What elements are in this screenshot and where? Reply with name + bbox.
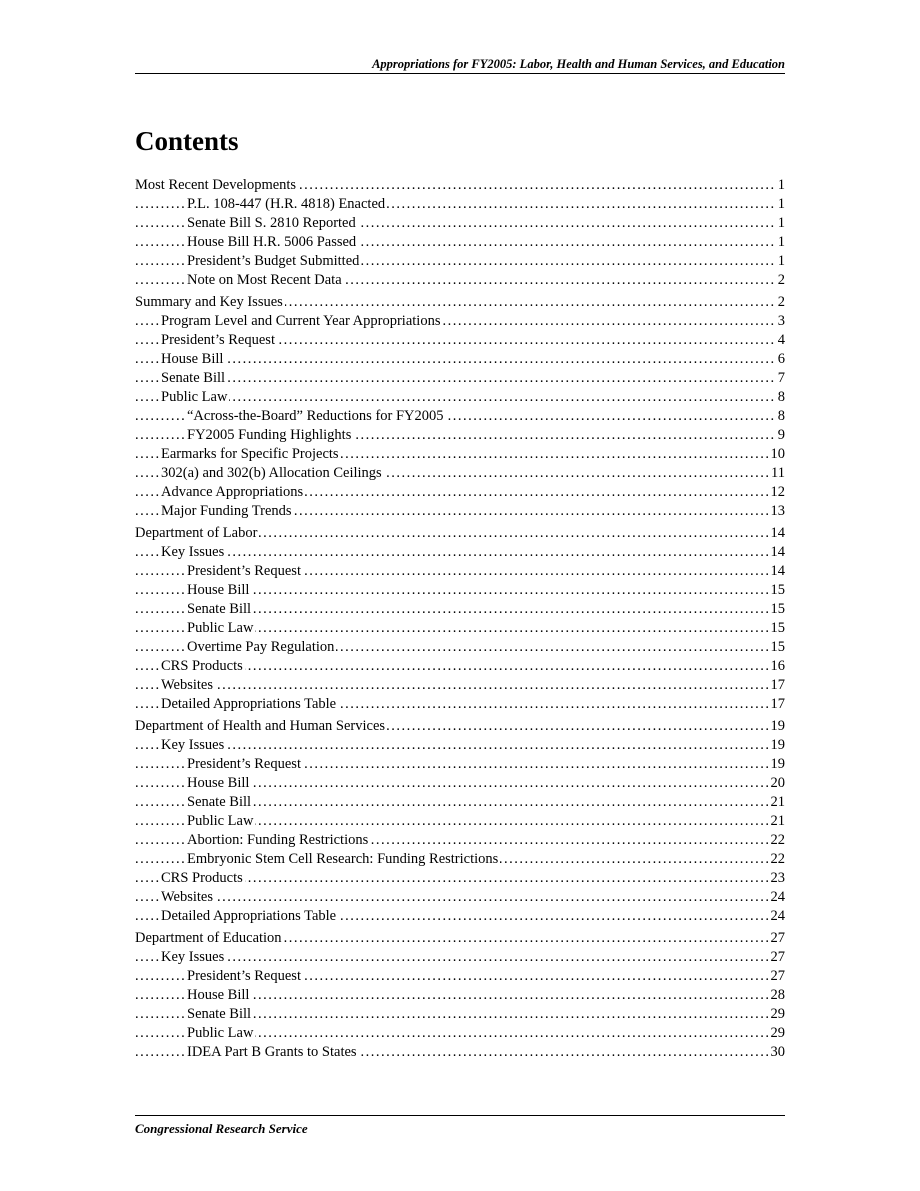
toc-entry (135, 271, 785, 290)
toc-entry-title: Key Issues (161, 949, 225, 965)
toc-entry-page: 16 (770, 658, 785, 674)
toc-entry (135, 793, 785, 812)
toc-entry-title: CRS Products (161, 658, 243, 674)
toc-entry (135, 388, 785, 407)
toc-entry-title: Summary and Key Issues (135, 294, 283, 310)
toc-entry-page: 19 (770, 718, 785, 734)
toc-entry-page: 28 (770, 987, 785, 1003)
toc-entry (135, 562, 785, 581)
dot-leader (135, 948, 785, 967)
toc-entry-title: Advance Appropriations (161, 484, 304, 500)
toc-entry-page: 13 (770, 503, 785, 519)
toc-entry (135, 929, 785, 948)
toc-entry (135, 755, 785, 774)
running-footer: Congressional Research Service (135, 1115, 785, 1138)
toc-entry-title: Program Level and Current Year Appropriations (161, 313, 441, 329)
toc-entry (135, 252, 785, 271)
toc-entry (135, 907, 785, 926)
toc-entry-page: 15 (770, 582, 785, 598)
toc-entry (135, 445, 785, 464)
toc-entry-page: 15 (770, 620, 785, 636)
toc-entry-page: 8 (777, 408, 785, 424)
toc-entry (135, 986, 785, 1005)
toc-entry (135, 831, 785, 850)
toc-entry-page: 6 (777, 351, 785, 367)
toc-entry-title: FY2005 Funding Highlights (187, 427, 352, 443)
toc-entry (135, 426, 785, 445)
toc-entry-title: Senate Bill (187, 1006, 252, 1022)
toc-entry (135, 774, 785, 793)
toc-entry (135, 736, 785, 755)
toc-entry-title: Public Law (187, 1025, 254, 1041)
dot-leader (135, 676, 785, 695)
dot-leader (135, 369, 785, 388)
toc-entry-title: Abortion: Funding Restrictions (187, 832, 369, 848)
toc-entry-title: Key Issues (161, 544, 225, 560)
toc-entry (135, 638, 785, 657)
toc-entry-title: Major Funding Trends (161, 503, 292, 519)
toc-entry-page: 3 (777, 313, 785, 329)
toc-entry-page: 12 (770, 484, 785, 500)
toc-entry (135, 850, 785, 869)
toc-entry-title: Note on Most Recent Data (187, 272, 342, 288)
toc-entry-title: Websites (161, 677, 213, 693)
toc-entry-page: 19 (770, 756, 785, 772)
toc-entry-page: 15 (770, 639, 785, 655)
toc-entry (135, 407, 785, 426)
toc-entry-title: House Bill (187, 582, 250, 598)
toc-entry (135, 695, 785, 714)
toc-entry (135, 464, 785, 483)
dot-leader (135, 388, 785, 407)
toc-entry-title: Detailed Appropriations Table (161, 908, 337, 924)
toc-entry-title: President’s Request (187, 563, 301, 579)
toc-entry-page: 14 (770, 563, 785, 579)
toc-entry-title: President’s Request (187, 968, 301, 984)
toc-entry-title: Department of Health and Human Services (135, 718, 386, 734)
toc-entry (135, 233, 785, 252)
toc-entry-page: 11 (771, 465, 785, 481)
toc-entry-title: President’s Request (187, 756, 301, 772)
toc-entry-page: 24 (770, 908, 785, 924)
toc-entry-title: Department of Education (135, 930, 282, 946)
toc-entry (135, 176, 785, 195)
toc-entry-title: Senate Bill S. 2810 Reported (187, 215, 356, 231)
toc-entry-title: House Bill (187, 775, 250, 791)
toc-entry (135, 948, 785, 967)
toc-entry (135, 812, 785, 831)
toc-entry (135, 524, 785, 543)
toc-entry-title: Overtime Pay Regulation (187, 639, 335, 655)
toc-entry-title: IDEA Part B Grants to States (187, 1044, 357, 1060)
toc-entry (135, 502, 785, 521)
toc-entry-title: Department of Labor (135, 525, 258, 541)
dot-leader (135, 888, 785, 907)
toc-entry-page: 8 (777, 389, 785, 405)
toc-entry-title: Public Law (161, 389, 228, 405)
toc-entry-page: 17 (770, 696, 785, 712)
toc-entry-page: 27 (770, 968, 785, 984)
toc-entry (135, 1043, 785, 1062)
toc-entry-title: Public Law (187, 620, 254, 636)
running-header: Appropriations for FY2005: Labor, Health and Human Services, and Education (135, 56, 785, 74)
toc-entry (135, 581, 785, 600)
toc-entry-title: Earmarks for Specific Projects (161, 446, 339, 462)
toc-entry (135, 676, 785, 695)
toc-entry (135, 293, 785, 312)
toc-entry-page: 22 (770, 832, 785, 848)
toc-entry-page: 29 (770, 1006, 785, 1022)
toc-entry (135, 1005, 785, 1024)
toc-entry-title: Senate Bill (187, 794, 252, 810)
toc-entry (135, 657, 785, 676)
toc-entry-title: House Bill (187, 987, 250, 1003)
toc-entry-page: 17 (770, 677, 785, 693)
toc-entry-page: 1 (777, 196, 785, 212)
toc-entry-title: CRS Products (161, 870, 243, 886)
toc-entry-page: 21 (770, 813, 785, 829)
toc-entry (135, 483, 785, 502)
toc-entry-page: 27 (770, 930, 785, 946)
toc-entry-title: Senate Bill (161, 370, 226, 386)
toc-entry (135, 214, 785, 233)
toc-entry-page: 23 (770, 870, 785, 886)
dot-leader (135, 350, 785, 369)
toc-entry-title: “Across-the-Board” Reductions for FY2005 (187, 408, 444, 424)
toc-entry (135, 312, 785, 331)
toc-entry-title: President’s Budget Submitted (187, 253, 360, 269)
table-of-contents (135, 176, 785, 1062)
toc-entry-title: Websites (161, 889, 213, 905)
page-title: Contents (135, 126, 239, 156)
toc-entry (135, 1024, 785, 1043)
toc-entry-title: Most Recent Developments (135, 177, 297, 193)
toc-entry-page: 2 (777, 294, 785, 310)
toc-entry-title: Embryonic Stem Cell Research: Funding Restrictions (187, 851, 499, 867)
toc-entry-page: 4 (777, 332, 785, 348)
toc-entry-page: 1 (777, 253, 785, 269)
toc-entry-title: Senate Bill (187, 601, 252, 617)
toc-entry-page: 14 (770, 525, 785, 541)
toc-entry-page: 29 (770, 1025, 785, 1041)
toc-entry (135, 888, 785, 907)
toc-entry-title: House Bill H.R. 5006 Passed (187, 234, 357, 250)
toc-entry-page: 21 (770, 794, 785, 810)
dot-leader (135, 736, 785, 755)
toc-entry-page: 7 (777, 370, 785, 386)
toc-entry-title: Key Issues (161, 737, 225, 753)
toc-entry (135, 195, 785, 214)
toc-entry (135, 350, 785, 369)
toc-entry (135, 717, 785, 736)
toc-entry (135, 869, 785, 888)
toc-entry-page: 22 (770, 851, 785, 867)
toc-entry-page: 1 (777, 215, 785, 231)
toc-entry-page: 9 (777, 427, 785, 443)
toc-entry (135, 543, 785, 562)
toc-entry-page: 1 (777, 177, 785, 193)
toc-entry-title: Public Law (187, 813, 254, 829)
toc-entry-page: 1 (777, 234, 785, 250)
toc-entry-title: Detailed Appropriations Table (161, 696, 337, 712)
toc-entry-page: 27 (770, 949, 785, 965)
toc-entry (135, 967, 785, 986)
toc-entry (135, 331, 785, 350)
toc-entry-title: 302(a) and 302(b) Allocation Ceilings (161, 465, 382, 481)
toc-entry-page: 15 (770, 601, 785, 617)
toc-entry (135, 600, 785, 619)
dot-leader (135, 543, 785, 562)
toc-entry (135, 619, 785, 638)
toc-entry-page: 10 (770, 446, 785, 462)
toc-entry-title: P.L. 108-447 (H.R. 4818) Enacted (187, 196, 386, 212)
toc-entry-title: President’s Request (161, 332, 275, 348)
toc-entry-page: 19 (770, 737, 785, 753)
toc-entry-page: 30 (770, 1044, 785, 1060)
toc-entry-page: 24 (770, 889, 785, 905)
toc-entry-page: 20 (770, 775, 785, 791)
toc-entry (135, 369, 785, 388)
toc-entry-page: 14 (770, 544, 785, 560)
toc-entry-title: House Bill (161, 351, 224, 367)
toc-entry-page: 2 (777, 272, 785, 288)
